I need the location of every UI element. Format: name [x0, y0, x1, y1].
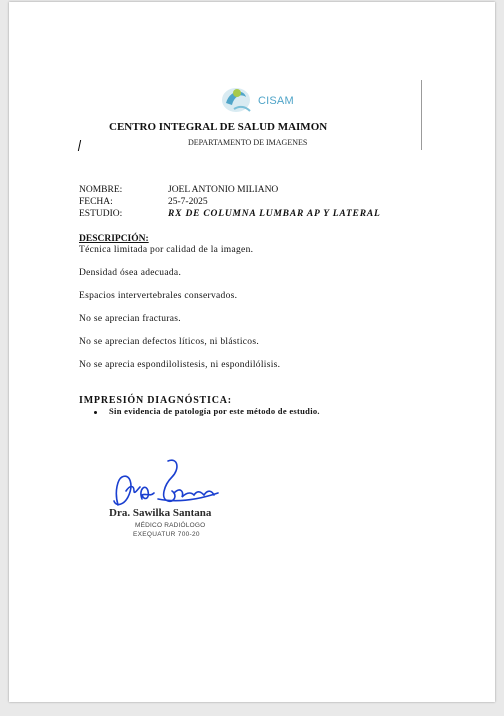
finding-line: Técnica limitada por calidad de la imagen.: [79, 245, 254, 255]
name-value: JOEL ANTONIO MILIANO: [168, 185, 279, 195]
finding-line: No se aprecian fracturas.: [79, 314, 181, 324]
finding-line: No se aprecia espondilolistesis, ni espondilólisis.: [79, 360, 281, 370]
logo-text: CISAM: [258, 95, 294, 107]
finding-line: Espacios intervertebrales conservados.: [79, 291, 238, 301]
handwritten-signature-icon: [108, 455, 226, 515]
finding-line: No se aprecian defectos líticos, ni blásticos.: [79, 337, 259, 347]
impression-title: IMPRESIÓN DIAGNÓSTICA:: [79, 395, 232, 406]
study-label: ESTUDIO:: [79, 209, 123, 219]
impression-item: Sin evidencia de patología por este método de estudio.: [109, 406, 320, 416]
study-value: RX DE COLUMNA LUMBAR AP Y LATERAL: [168, 209, 381, 219]
center-name: CENTRO INTEGRAL DE SALUD MAIMON: [109, 121, 328, 133]
department-name: DEPARTAMENTO DE IMAGENES: [188, 138, 308, 147]
signature-exequatur: EXEQUATUR 700-20: [133, 531, 200, 538]
name-label: NOMBRE:: [79, 185, 123, 195]
date-value: 25-7-2025: [168, 197, 208, 207]
margin-guide-line: [421, 80, 422, 150]
description-title: DESCRIPCIÓN:: [79, 234, 149, 244]
bullet-icon: [94, 411, 97, 414]
finding-line: Densidad ósea adecuada.: [79, 268, 182, 278]
signature-role: MÉDICO RADIÓLOGO: [135, 522, 206, 529]
signature-name: Dra. Sawilka Santana: [109, 507, 212, 519]
date-label: FECHA:: [79, 197, 113, 207]
